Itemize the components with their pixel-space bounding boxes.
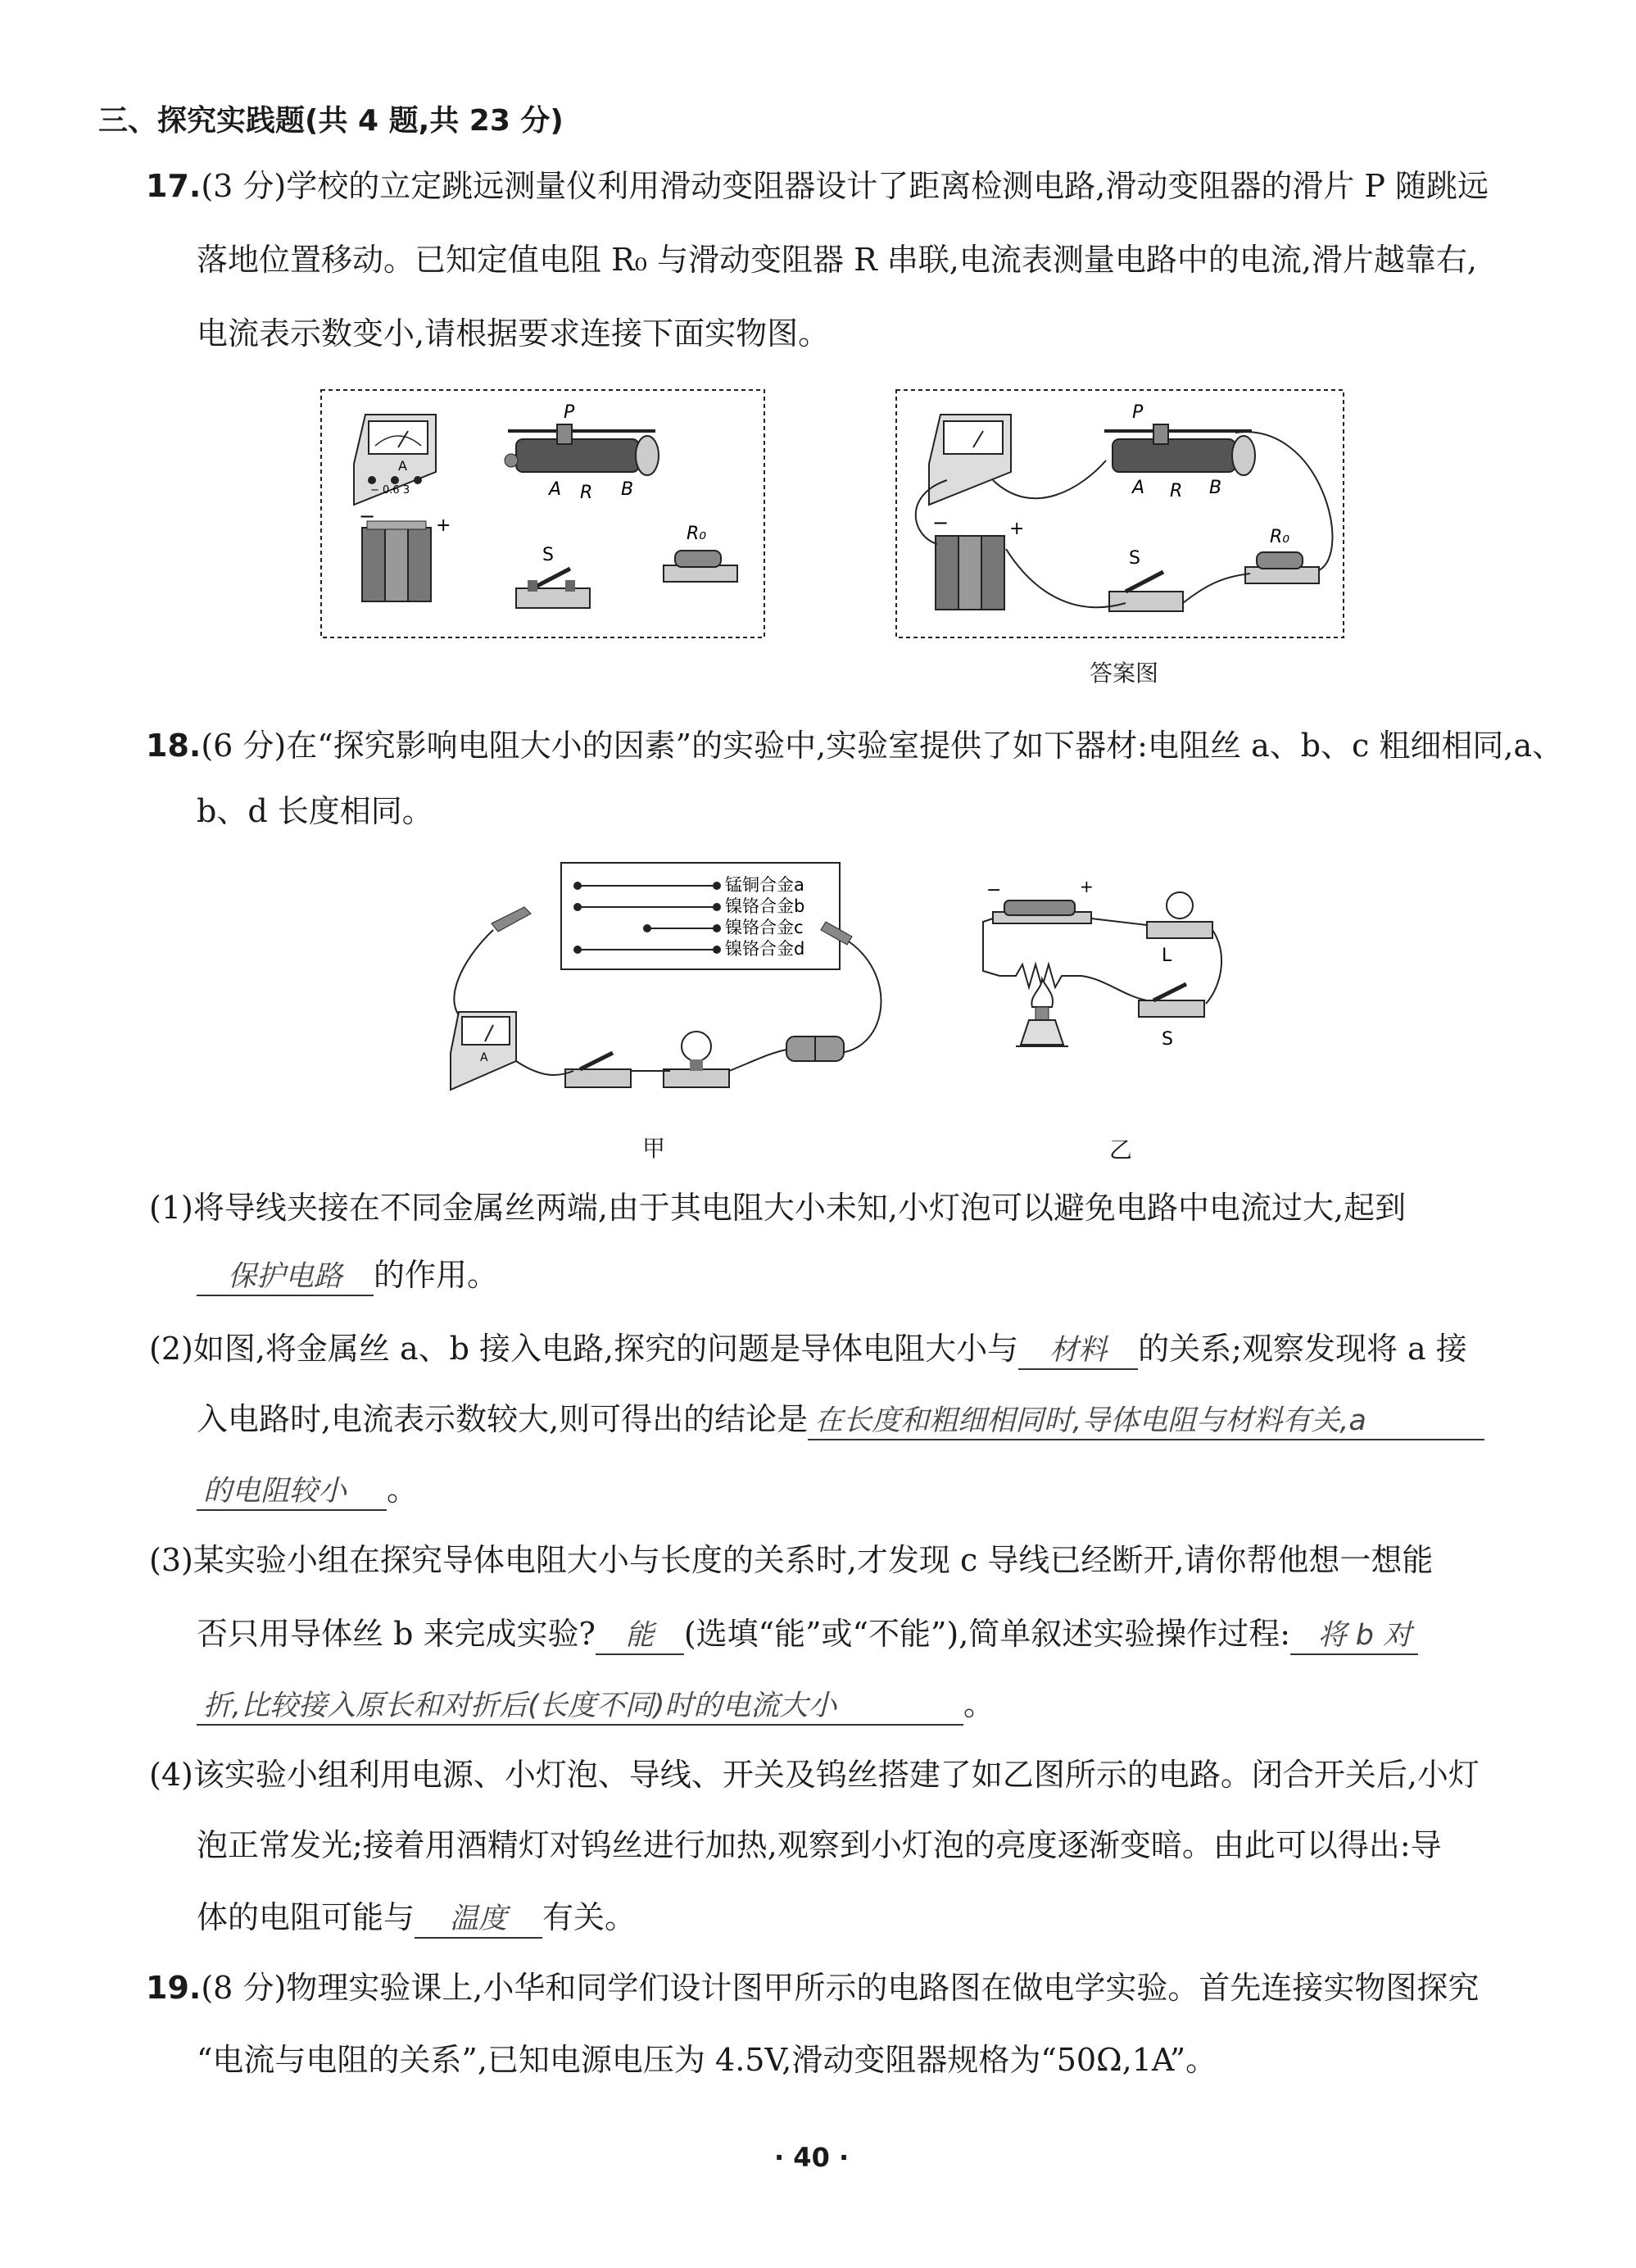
q19-line1: [146, 1970, 1479, 2006]
svg-text:R₀: R₀: [1270, 527, 1290, 547]
svg-text:A: A: [480, 1051, 488, 1064]
q17-line3: 电流表示数变小,请根据要求连接下面实物图。: [197, 315, 830, 352]
q19-line2: “电流与电阻的关系”,已知电源电压为 4.5V,滑动变阻器规格为“50Ω,1A”。: [197, 2042, 1217, 2078]
q18-answer-2b-2: 的电阻较小: [197, 1473, 387, 1511]
q18-p4-line2: 泡正常发光;接着用酒精灯对钨丝进行加热,观察到小灯泡的亮度逐渐变暗。由此可以得出:导: [197, 1827, 1442, 1863]
q18-label-yi: 乙: [1109, 1136, 1133, 1163]
q18-score: (6 分): [201, 728, 287, 764]
svg-text:−: −: [986, 880, 1002, 900]
q18-p1-end: 的作用。: [374, 1257, 499, 1293]
q18-p2-line1: [149, 1331, 1467, 1370]
svg-text:+: +: [1080, 877, 1094, 896]
q18-fig-jia: [442, 856, 901, 1118]
clip-icon: [492, 907, 531, 932]
battery-icon: [786, 1036, 844, 1061]
resistor-icon: [664, 551, 737, 582]
q18-answer-1: 保护电路: [197, 1259, 374, 1296]
q17-amm-a: A: [398, 458, 407, 474]
svg-text:A: A: [1132, 478, 1145, 498]
q18-answer-2b-1: 在长度和粗细相同时,导体电阻与材料有关,a: [808, 1403, 1484, 1440]
q18-p4-line1: (4)该实验小组利用电源、小灯泡、导线、开关及钨丝搭建了如乙图所示的电路。闭合开关后,小灯: [149, 1757, 1480, 1793]
q17-line2: 落地位置移动。已知定值电阻 R₀ 与滑动变阻器 R 串联,电流表测量电路中的电流,滑片越靠右,: [197, 242, 1478, 278]
wire-label-b: 镍铬合金b: [725, 896, 805, 916]
wire-label-c: 镍铬合金c: [725, 918, 804, 937]
q18-p3-line1: (3)某实验小组在探究导体电阻大小与长度的关系时,才发现 c 导线已经断开,请你帮他想一想能: [149, 1542, 1434, 1578]
q18-answer-3b-2: 折,比较接入原长和对折后(长度不同)时的电流大小: [197, 1688, 963, 1726]
section-title: 三、探究实践题(共 4 题,共 23 分): [98, 104, 564, 138]
q18-p2-line2: [197, 1401, 1484, 1440]
q18-p2-text2: 的关系;观察发现将 a 接: [1138, 1331, 1467, 1367]
q17-amm-terms: − 0.6 3: [370, 484, 410, 497]
wire-label-a: 锰铜合金a: [725, 875, 804, 895]
q18-p4-text: 体的电阻可能与: [197, 1899, 415, 1935]
q18-answer-2a: 材料: [1018, 1332, 1138, 1370]
q18-p2-text3: 入电路时,电流表示数较大,则可得出的结论是: [197, 1401, 809, 1437]
switch-icon: [516, 569, 590, 608]
q17-line1: [146, 168, 1489, 204]
q18-p3-line3: [197, 1686, 995, 1726]
q18-p3-text2: (选填“能”或“不能”),简单叙述实验操作过程:: [683, 1616, 1291, 1652]
wire-label-d: 镍铬合金d: [725, 939, 805, 959]
q18-number: 18.: [146, 728, 202, 764]
q18-text1: 在“探究影响电阻大小的因素”的实验中,实验室提供了如下器材:电阻丝 a、b、c 粗细相同,a、: [286, 728, 1564, 764]
q17-number: 17.: [146, 168, 202, 204]
q18-p3-end: 。: [963, 1686, 995, 1722]
q18-p1-line2: [197, 1257, 498, 1296]
q18-p2-line3: [197, 1472, 418, 1511]
q19-score: (8 分): [201, 1970, 287, 2006]
q18-p1-line1: (1)将导线夹接在不同金属丝两端,由于其电阻大小未知,小灯泡可以避免电路中电流过大,起到: [149, 1190, 1407, 1226]
q18-answer-3b-1: 将 b 对: [1290, 1617, 1418, 1655]
battery-icon: [993, 900, 1091, 923]
svg-text:−: −: [932, 511, 949, 534]
q18-answer-3a: 能: [596, 1617, 684, 1655]
alcohol-lamp-icon: [1016, 979, 1068, 1046]
q17-label-r: R: [580, 483, 593, 503]
q17-label-a: A: [549, 479, 562, 500]
q18-p4-line3: [197, 1899, 636, 1939]
q18-line2: b、d 长度相同。: [197, 793, 433, 829]
ammeter-icon: [451, 1012, 516, 1090]
q17-text1: 学校的立定跳远测量仪利用滑动变阻器设计了距离检测电路,滑动变阻器的滑片 P 随跳远: [286, 168, 1489, 204]
q18-p4-end: 有关。: [542, 1899, 637, 1935]
q19-text1: 物理实验课上,小华和同学们设计图甲所示的电路图在做电学实验。首先连接实物图探究: [286, 1970, 1480, 2006]
q17-label-s: S: [542, 545, 554, 565]
q18-p3-line2: [197, 1616, 1418, 1655]
q19-number: 19.: [146, 1970, 202, 2006]
svg-text:+: +: [1009, 519, 1025, 539]
q18-answer-4: 温度: [415, 1901, 542, 1939]
q17-answer-caption: 答案图: [1090, 660, 1159, 687]
q17-plus: +: [436, 515, 451, 536]
q17-label-r0: R₀: [687, 524, 707, 544]
q17-label-p: P: [564, 402, 575, 423]
bulb-icon: [1147, 892, 1212, 938]
q18-fig-yi: [975, 873, 1237, 1118]
svg-text:R: R: [1170, 481, 1183, 501]
q17-label-b: B: [621, 479, 634, 500]
switch-icon: [1139, 984, 1204, 1017]
q18-label-l: L: [1162, 946, 1172, 966]
switch-icon: [565, 1053, 631, 1087]
q17-answer-figure: [895, 388, 1345, 639]
q17-components-figure: [319, 388, 766, 639]
bulb-icon: [664, 1032, 729, 1087]
battery-icon: [362, 521, 431, 601]
svg-text:B: B: [1209, 478, 1222, 498]
rheostat-icon: [505, 424, 659, 475]
svg-text:S: S: [1129, 548, 1140, 569]
q18-label-s: S: [1162, 1029, 1173, 1050]
q18-p2-end: 。: [387, 1472, 419, 1508]
svg-text:P: P: [1132, 402, 1144, 423]
q18-label-jia: 甲: [642, 1135, 666, 1162]
q17-minus: −: [359, 505, 376, 528]
q18-line1: [146, 728, 1563, 764]
q17-score: (3 分): [201, 168, 287, 204]
q18-p3-text: 否只用导体丝 b 来完成实验?: [197, 1616, 596, 1652]
page-number: · 40 ·: [774, 2142, 850, 2173]
q18-p2-text: (2)如图,将金属丝 a、b 接入电路,探究的问题是导体电阻大小与: [149, 1331, 1019, 1367]
